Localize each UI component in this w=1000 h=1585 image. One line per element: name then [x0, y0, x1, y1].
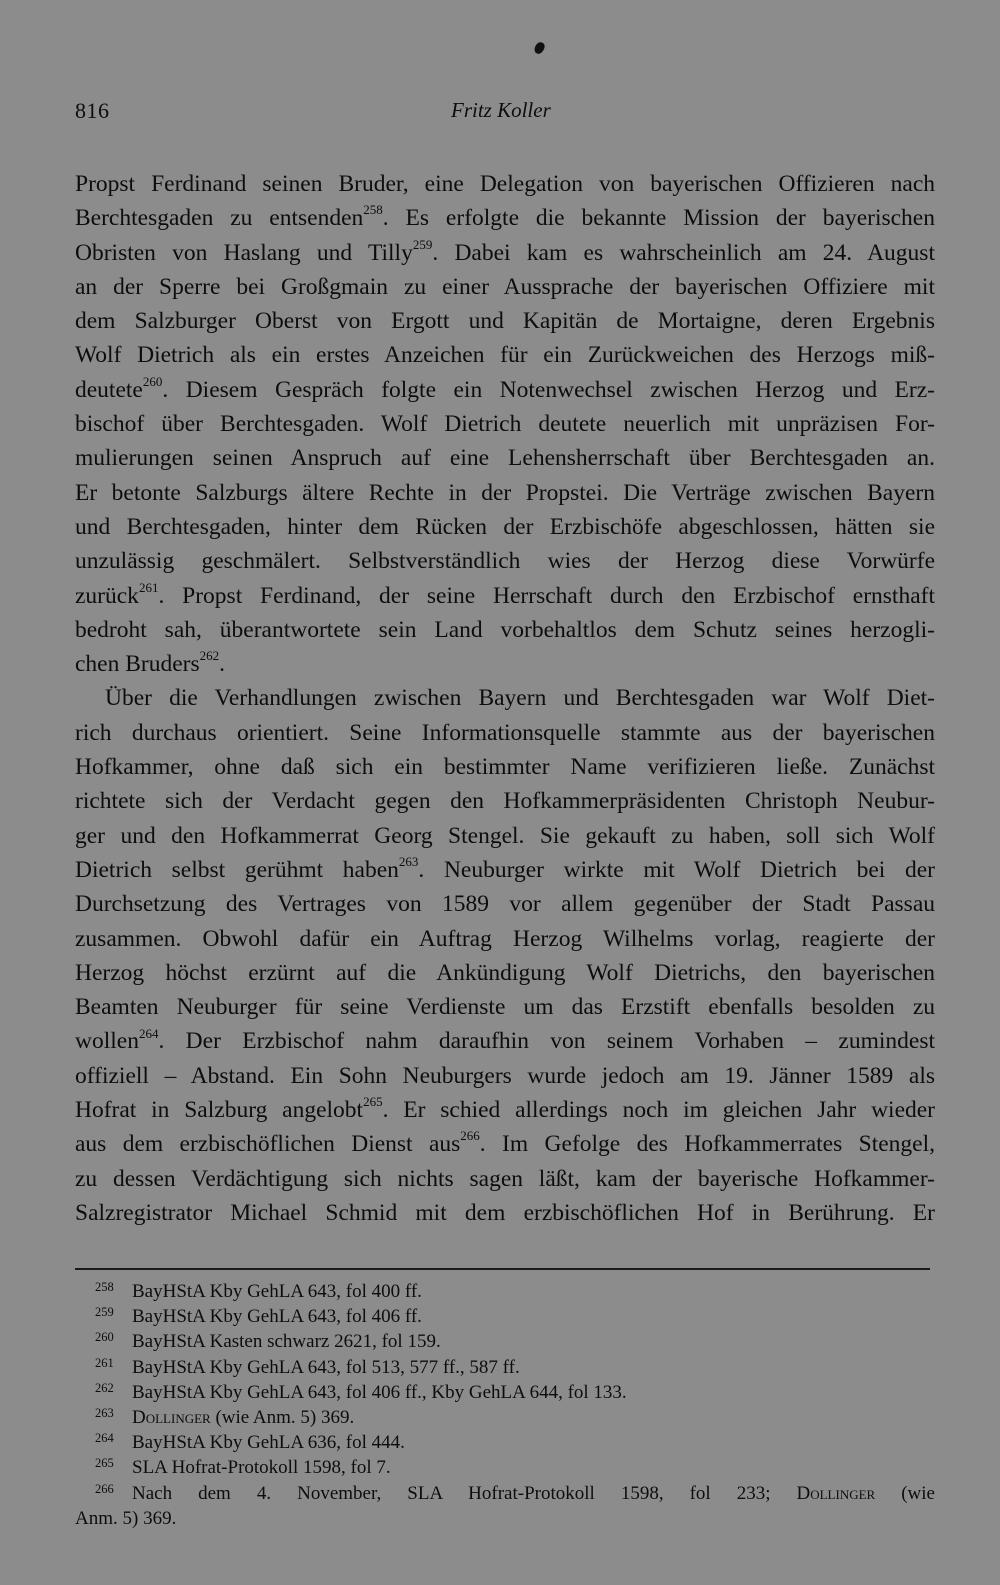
text-run: . Propst Ferdinand, der seine Herrschaft durch den Erzbischof ernsthaft	[158, 582, 935, 609]
text-run: aus dem erzbischöflichen Dienst aus	[75, 1131, 461, 1158]
text-run: Salzregistrator Michael Schmid mit dem erzbischöflichen Hof in Berührung. Er	[75, 1199, 935, 1226]
footnote	[75, 1329, 935, 1354]
footnote	[75, 1430, 935, 1455]
footnote-ref: 262	[199, 648, 220, 664]
text-line	[75, 476, 935, 510]
footnote-number: 260	[95, 1330, 114, 1345]
footnote-number: 259	[95, 1305, 114, 1320]
text-run: Über die Verhandlungen zwischen Bayern und Berchtesgaden war Wolf Diet-	[105, 685, 935, 712]
text-line	[75, 270, 935, 304]
text-line	[75, 990, 935, 1024]
text-run: offiziell – Abstand. Ein Sohn Neuburgers wurde jedoch am 19. Jänner 1589 als	[75, 1062, 935, 1089]
footnote-ref: 259	[412, 236, 433, 252]
text-line	[75, 338, 935, 372]
text-line	[75, 1059, 935, 1093]
text-run: Er betonte Salzburgs ältere Rechte in der Propstei. Die Verträge zwischen Bayern	[75, 479, 935, 506]
text-run: ger und den Hofkammerrat Georg Stengel. Sie gekauft zu haben, soll sich Wolf	[75, 822, 935, 849]
footnote-run: (wie Anm. 5) 369.	[210, 1406, 355, 1428]
text-line	[75, 784, 935, 818]
footnote-text	[132, 1304, 422, 1329]
text-run: Obristen von Haslang und Tilly	[75, 239, 413, 266]
footnote-ref: 261	[138, 579, 159, 595]
text-run: . Es erfolgte die bekannte Mission der bayerischen	[382, 205, 935, 232]
author-name: Dollinger	[132, 1406, 211, 1428]
text-run: . Diesem Gespräch folgte ein Notenwechsel zwischen Herzog und Erz-	[162, 376, 935, 403]
text-run: rich durchaus orientiert. Seine Informationsquelle stammte aus der bayerischen	[75, 719, 935, 746]
ink-speck	[533, 41, 546, 56]
text-line	[75, 373, 935, 407]
text-run: dem Salzburger Oberst von Ergott und Kapitän de Mortaigne, deren Ergebnis	[75, 308, 935, 335]
footnote-number: 258	[95, 1280, 114, 1294]
footnote-run: BayHStA Kby GehLA 643, fol 406 ff.	[132, 1306, 422, 1328]
text-line	[75, 819, 935, 853]
text-line	[75, 647, 935, 681]
text-line	[75, 956, 935, 990]
footnote	[75, 1304, 935, 1329]
footnote-continuation	[75, 1506, 935, 1531]
text-line	[75, 544, 935, 578]
footnote-number: 265	[95, 1456, 114, 1471]
footnote-ref: 265	[363, 1094, 383, 1110]
text-run: chen Bruders	[75, 651, 200, 678]
text-run: . Der Erzbischof nahm daraufhin von seinem Vorhaben – zumindest	[158, 1028, 935, 1055]
text-run: Beamten Neuburger für seine Verdienste um das Erzstift ebenfalls besolden zu	[75, 994, 935, 1021]
footnote-text	[132, 1481, 935, 1506]
footnote	[75, 1455, 935, 1480]
footnote-text	[132, 1380, 627, 1405]
footnote-text	[132, 1430, 405, 1455]
footnote-rule	[75, 1268, 930, 1270]
footnote-ref: 266	[460, 1128, 480, 1144]
footnote-number: 266	[95, 1481, 114, 1496]
footnote-run: Anm. 5) 369.	[75, 1507, 177, 1529]
footnote-run: Nach dem 4. November, SLA Hofrat-Protokoll 1598, fol 233;	[132, 1482, 797, 1504]
running-title: Fritz Koller	[451, 98, 551, 122]
author-name: Dollinger	[796, 1482, 876, 1504]
footnote-number: 263	[95, 1405, 114, 1420]
text-run: . Neuburger wirkte mit Wolf Dietrich bei der	[418, 856, 935, 883]
footnote-run: SLA Hofrat-Protokoll 1598, fol 7.	[132, 1457, 391, 1479]
text-run: mulierungen seinen Anspruch auf eine Lehensherrschaft über Berchtesgaden an.	[75, 445, 935, 472]
text-run: und Berchtesgaden, hinter dem Rücken der Erzbischöfe abgeschlossen, hätten sie	[75, 513, 935, 540]
footnote-text	[132, 1279, 422, 1304]
footnote-ref: 260	[142, 373, 163, 389]
text-run: richtete sich der Verdacht gegen den Hofkammerpräsidenten Christoph Neubur-	[75, 788, 935, 815]
text-run: Wolf Dietrich als ein erstes Anzeichen für ein Zurückweichen des Herzogs miß-	[75, 342, 935, 369]
page-header	[75, 98, 935, 138]
text-run: Propst Ferdinand seinen Bruder, eine Delegation von bayerischen Offizieren nach	[75, 171, 935, 197]
footnote-text	[132, 1355, 520, 1380]
footnote	[75, 1380, 935, 1405]
page-number: 816	[75, 98, 110, 123]
text-run: deutete	[75, 376, 143, 403]
footnote-ref: 264	[138, 1025, 159, 1041]
text-run: . Er schied allerdings noch im gleichen Jahr wieder	[382, 1097, 935, 1124]
text-line	[75, 613, 935, 647]
text-run: Herzog höchst erzürnt auf die Ankündigung Wolf Dietrichs, den bayerischen	[75, 959, 935, 986]
body-text	[75, 167, 935, 1230]
text-run: unzulässig geschmälert. Selbstverständlich wies der Herzog diese Vorwürfe	[75, 548, 935, 575]
text-line	[75, 716, 935, 750]
text-run: bischof über Berchtesgaden. Wolf Dietrich deutete neuerlich mit unpräzisen For-	[75, 411, 935, 438]
text-line	[75, 1162, 935, 1196]
text-run: bedroht sah, überantwortete sein Land vorbehaltlos dem Schutz seines herzogli-	[75, 616, 935, 643]
text-line	[75, 681, 935, 715]
text-run: zurück	[75, 582, 139, 609]
text-line	[75, 441, 935, 475]
text-line	[75, 236, 935, 270]
text-line	[75, 1024, 935, 1058]
footnote-ref: 258	[363, 202, 383, 218]
footnote	[75, 1355, 935, 1380]
text-line	[75, 579, 935, 613]
text-run: Berchtesgaden zu entsenden	[75, 205, 364, 232]
footnote-run: BayHStA Kby GehLA 643, fol 406 ff., Kby GehLA 644, fol 133.	[132, 1381, 627, 1403]
footnote-number: 261	[95, 1355, 114, 1370]
text-line	[75, 407, 935, 441]
text-line	[75, 510, 935, 544]
footnote	[75, 1405, 935, 1430]
footnote-text	[132, 1455, 391, 1480]
footnote-number: 264	[95, 1431, 114, 1446]
footnote-run: BayHStA Kby GehLA 636, fol 444.	[132, 1432, 405, 1454]
footnote-run: BayHStA Kby GehLA 643, fol 400 ff.	[132, 1281, 422, 1302]
footnote-text	[132, 1405, 354, 1430]
footnote	[75, 1279, 935, 1304]
footnote	[75, 1481, 935, 1506]
text-run: zusammen. Obwohl dafür ein Auftrag Herzog Wilhelms vorlag, reagierte der	[75, 925, 935, 952]
text-run: wollen	[75, 1028, 139, 1055]
footnote-run: (wie	[875, 1482, 935, 1504]
text-run: Durchsetzung des Vertrages von 1589 vor allem gegenüber der Stadt Passau	[75, 891, 935, 918]
footnote-run: BayHStA Kasten schwarz 2621, fol 159.	[132, 1331, 441, 1353]
text-run: zu dessen Verdächtigung sich nichts sagen läßt, kam der bayerische Hofkammer-	[75, 1165, 935, 1192]
text-run: Hofrat in Salzburg angelobt	[75, 1097, 364, 1124]
text-line	[75, 887, 935, 921]
text-run: .	[219, 651, 226, 678]
footnote-text	[132, 1329, 441, 1354]
text-line	[75, 853, 935, 887]
footnotes	[75, 1279, 935, 1531]
footnote-number: 262	[95, 1380, 114, 1395]
text-line	[75, 1127, 935, 1161]
text-line	[75, 1093, 935, 1127]
text-run: an der Sperre bei Großgmain zu einer Aussprache der bayerischen Offiziere mit	[75, 273, 935, 300]
text-line	[75, 304, 935, 338]
text-line	[75, 167, 935, 201]
text-run: Hofkammer, ohne daß sich ein bestimmter Name verifizieren ließe. Zunächst	[75, 754, 935, 781]
text-line	[75, 922, 935, 956]
footnote-run: BayHStA Kby GehLA 643, fol 513, 577 ff., 587 ff.	[132, 1356, 520, 1378]
text-line	[75, 201, 935, 235]
text-line	[75, 1196, 935, 1230]
text-run: . Im Gefolge des Hofkammerrates Stengel,	[479, 1131, 935, 1158]
text-run: Dietrich selbst gerühmt haben	[75, 856, 399, 883]
text-line	[75, 750, 935, 784]
footnote-ref: 263	[398, 854, 419, 870]
text-run: . Dabei kam es wahrscheinlich am 24. August	[432, 239, 935, 266]
